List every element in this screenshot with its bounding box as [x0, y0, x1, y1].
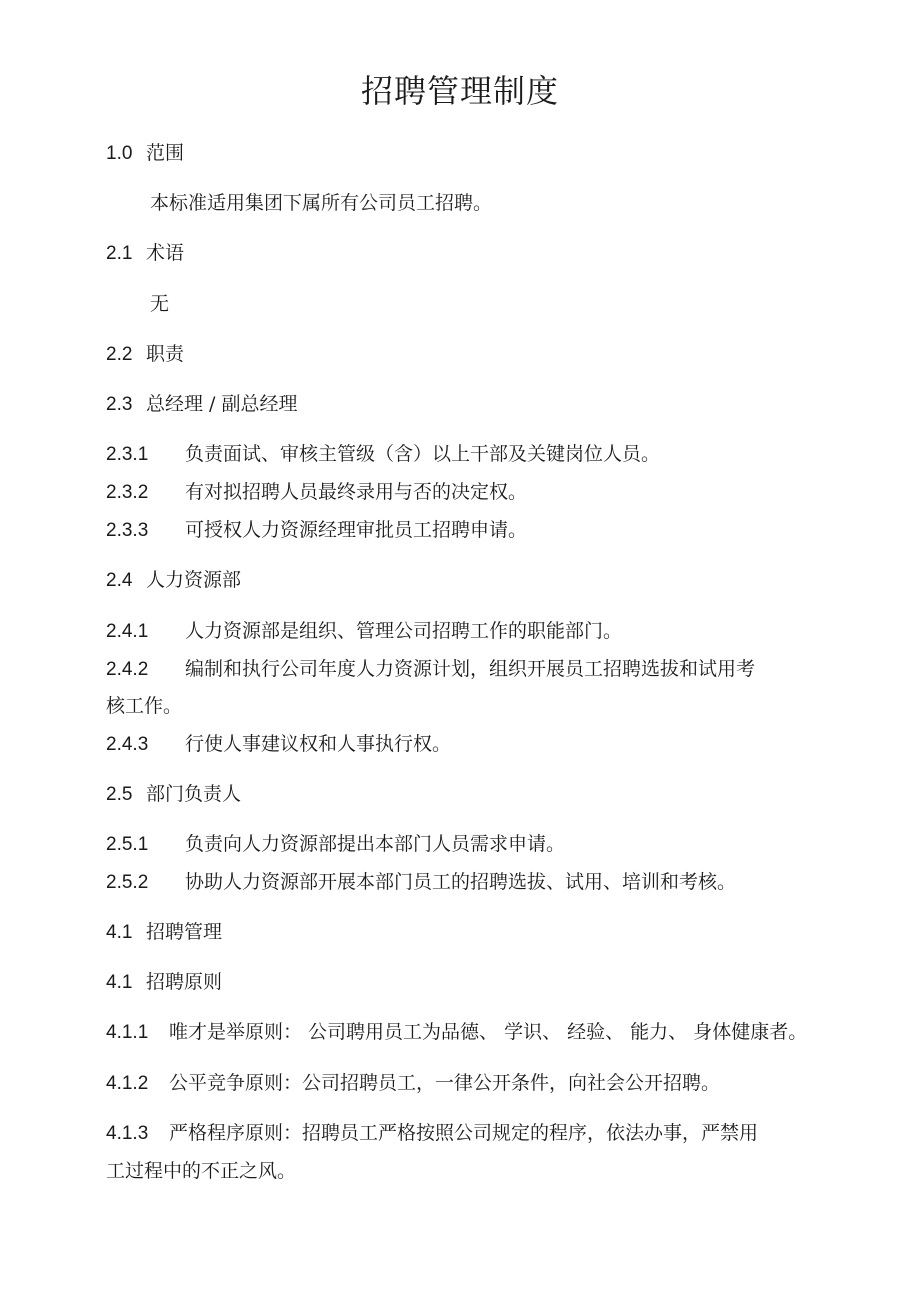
section-number: 2.4.2: [106, 659, 149, 680]
section-number: 2.3.3: [106, 520, 149, 541]
section-2-3-3: [106, 515, 527, 542]
section-number: 1.0: [106, 143, 133, 164]
section-text: 协助人力资源部开展本部门员工的招聘选拔、试用、培训和考核。: [185, 871, 737, 893]
section-2-4-1: [106, 616, 622, 643]
section-text: 人力资源部是组织、管理公司招聘工作的职能部门。: [185, 620, 623, 642]
section-4-1-management: [106, 917, 222, 944]
section-2-5: [106, 779, 241, 806]
section-number: 2.4.3: [106, 734, 149, 755]
section-2-3-1: [106, 439, 660, 466]
section-text: 有对拟招聘人员最终录用与否的决定权。: [185, 481, 528, 503]
section-2-4: [106, 565, 241, 592]
section-number: 2.1: [106, 243, 133, 264]
section-heading: 范围: [146, 142, 185, 164]
section-heading: 部门负责人: [146, 783, 242, 805]
section-number: 4.1: [106, 922, 133, 943]
section-2-5-2: [106, 867, 736, 894]
section-number: 2.5.2: [106, 872, 149, 893]
section-2-2: [106, 339, 184, 366]
section-2-5-1: [106, 829, 565, 856]
section-1-0: [106, 138, 184, 165]
section-2-1-body: 无: [150, 293, 170, 315]
section-number: 4.1.1: [106, 1022, 149, 1043]
section-text: 公平竞争原则：公司招聘员工，一律公开条件，向社会公开招聘。: [169, 1072, 721, 1094]
section-2-4-2-continuation: 核工作。: [106, 695, 183, 717]
section-2-3: [106, 389, 297, 416]
section-1-0-body: 本标准适用集团下属所有公司员工招聘。: [150, 192, 493, 214]
section-2-4-3: [106, 729, 451, 756]
section-number: 4.1: [106, 972, 133, 993]
section-4-1-1: [106, 1017, 807, 1044]
section-number: 2.4: [106, 570, 133, 591]
section-heading: 职责: [146, 343, 185, 365]
section-number: 4.1.2: [106, 1073, 149, 1094]
section-4-1-3: [106, 1118, 758, 1145]
section-text: 编制和执行公司年度人力资源计划，组织开展员工招聘选拔和试用考: [185, 658, 756, 680]
section-4-1-2: [106, 1068, 720, 1095]
section-text: 唯才是举原则： 公司聘用员工为品德、 学识、 经验、 能力、 身体健康者。: [169, 1021, 808, 1043]
section-number: 2.4.1: [106, 621, 149, 642]
section-number: 2.5: [106, 784, 133, 805]
section-heading: 人力资源部: [146, 569, 242, 591]
section-text: 负责面试、审核主管级（含）以上干部及关键岗位人员。: [185, 443, 661, 465]
section-number: 2.2: [106, 344, 133, 365]
section-number: 4.1.3: [106, 1123, 149, 1144]
section-text: 可授权人力资源经理审批员工招聘申请。: [185, 519, 528, 541]
page-title: 招聘管理制度: [360, 72, 559, 110]
section-heading: 术语: [146, 242, 185, 264]
section-heading: 总经理 / 副总经理: [146, 393, 298, 415]
section-2-3-2: [106, 477, 527, 504]
section-2-1: [106, 238, 184, 265]
section-heading: 招聘原则: [146, 971, 223, 993]
section-heading: 招聘管理: [146, 921, 223, 943]
section-number: 2.5.1: [106, 834, 149, 855]
section-number: 2.3.2: [106, 482, 149, 503]
section-text: 负责向人力资源部提出本部门人员需求申请。: [185, 833, 566, 855]
section-number: 2.3.1: [106, 444, 149, 465]
section-4-1-principles: [106, 967, 222, 994]
section-text: 严格程序原则：招聘员工严格按照公司规定的程序，依法办事，严禁用: [169, 1122, 759, 1144]
section-4-1-3-continuation: 工过程中的不正之风。: [106, 1160, 297, 1182]
section-2-4-2: [106, 654, 755, 681]
section-text: 行使人事建议权和人事执行权。: [185, 733, 452, 755]
section-number: 2.3: [106, 394, 133, 415]
